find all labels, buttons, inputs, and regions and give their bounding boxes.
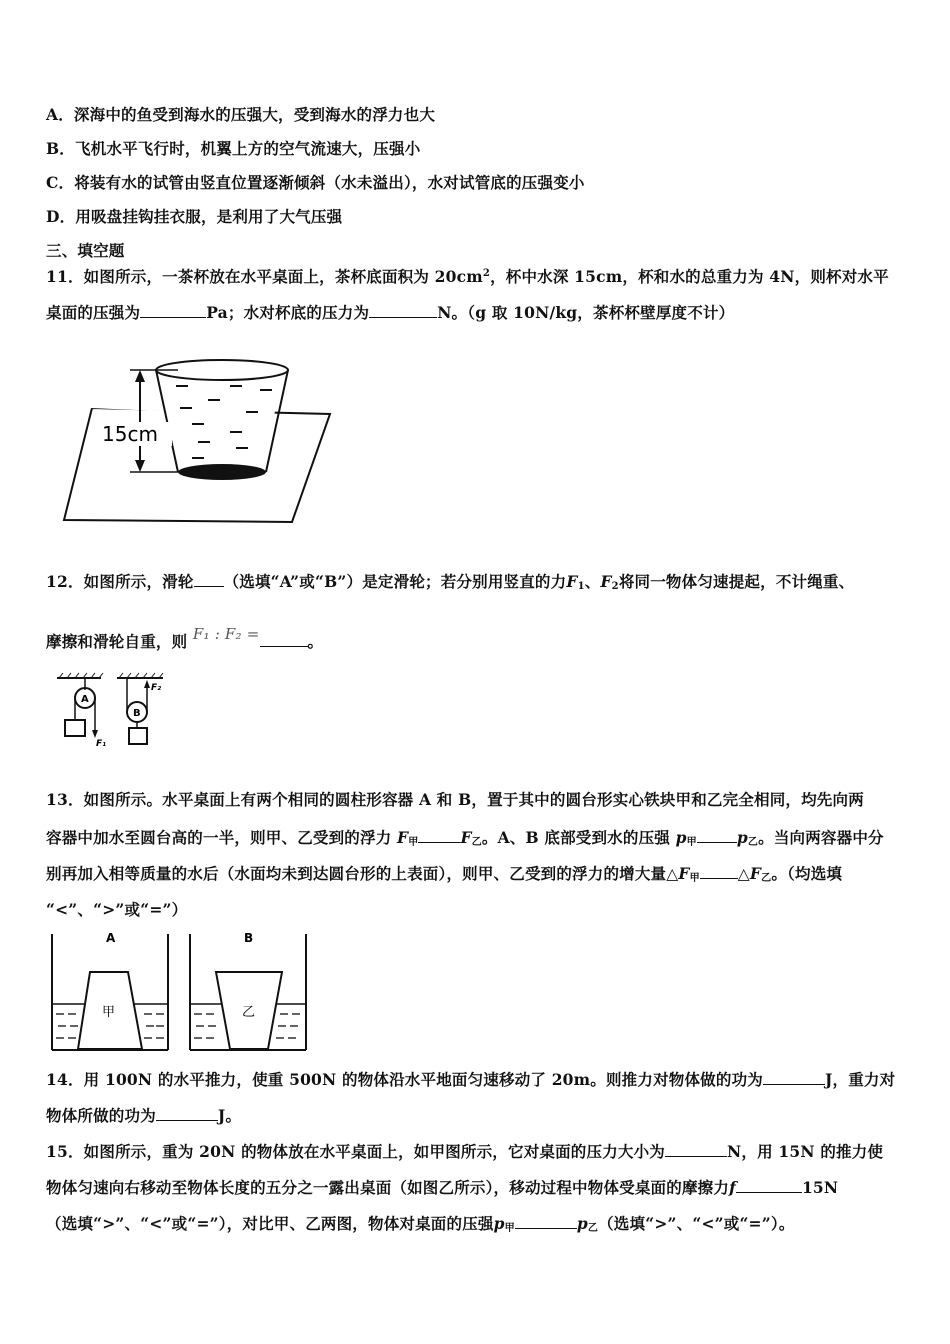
container-a-label: A xyxy=(106,931,116,945)
subscript: 2 xyxy=(611,581,619,592)
force-symbol: F xyxy=(749,864,762,883)
force-ratio: F₁ : F₂ = xyxy=(192,625,260,643)
force-symbol: F xyxy=(460,828,472,847)
pressure-symbol: p xyxy=(493,1214,505,1233)
option-c: C．将装有水的试管由竖直位置逐渐倾斜（水未溢出），水对试管底的压强变小 xyxy=(46,173,585,192)
friction-symbol: f xyxy=(729,1178,736,1197)
pressure-symbol: p xyxy=(736,828,748,847)
q13-line1: 13．如图所示。水平桌面上有两个相同的圆柱形容器 A 和 B，置于其中的圆台形实心铁块甲和乙完全相同，均先向两 xyxy=(46,790,864,809)
pulley-b-label: B xyxy=(133,708,141,719)
q12-text: 将同一物体匀速提起，不计绳重、 xyxy=(618,572,855,591)
frustum-jia-label: 甲 xyxy=(102,1005,116,1020)
weight-block xyxy=(65,720,85,736)
q15-text: （选填“>”、“<”或“=”）。 xyxy=(598,1214,795,1233)
q11-line1 xyxy=(46,265,889,287)
q15-text: 15N xyxy=(801,1178,839,1197)
subscript: 乙 xyxy=(471,837,482,848)
q11-text: 11．如图所示，一茶杯放在水平桌面上，茶杯底面积为 20cm xyxy=(46,267,483,286)
separator: 、 xyxy=(584,572,601,591)
answer-blank[interactable] xyxy=(665,1142,727,1157)
subscript: 乙 xyxy=(747,837,759,848)
q12-line1 xyxy=(46,570,854,592)
height-label: 15cm xyxy=(102,422,158,446)
answer-blank[interactable] xyxy=(700,864,738,879)
answer-blank[interactable] xyxy=(697,828,737,843)
q14-line2 xyxy=(46,1104,241,1126)
q14-line1 xyxy=(46,1068,895,1090)
pulley-figure xyxy=(55,672,175,752)
answer-blank[interactable] xyxy=(156,1106,218,1121)
subscript: 乙 xyxy=(587,1223,599,1234)
containers-figure xyxy=(44,928,314,1056)
option-b: B．飞机水平飞行时，机翼上方的空气流速大，压强小 xyxy=(46,139,421,158)
teacup-figure xyxy=(60,350,340,530)
q13-text: （均选填 xyxy=(787,864,843,883)
superscript: 2 xyxy=(482,268,491,279)
force-symbol: F xyxy=(678,864,690,883)
force-symbol: F xyxy=(566,572,578,591)
subscript: 甲 xyxy=(504,1223,515,1234)
q12-text: （选填“A”或“B”）是定滑轮；若分别用竖直的力 xyxy=(223,572,567,591)
force-f2-label: F₂ xyxy=(151,683,162,693)
subscript: 甲 xyxy=(689,873,700,884)
subscript: 甲 xyxy=(408,837,419,848)
q12-text: 。 xyxy=(307,632,324,651)
q15-line1 xyxy=(46,1140,883,1162)
q11-text: N。（g 取 10N/kg，茶杯杯壁厚度不计） xyxy=(437,303,735,322)
q14-text: 物体所做的功为 xyxy=(46,1106,156,1125)
q13-line3 xyxy=(46,862,842,884)
section-title: 三、填空题 xyxy=(46,241,125,260)
answer-blank[interactable] xyxy=(736,1178,802,1193)
q11-text: 桌面的压强为 xyxy=(46,303,141,322)
pulley-a-label: A xyxy=(81,694,89,705)
q15-text: 物体匀速向右移动至物体长度的五分之一露出桌面（如图乙所示），移动过程中物体受桌面的摩擦力 xyxy=(46,1178,730,1197)
q12-text: 摩擦和滑轮自重，则 xyxy=(46,632,188,651)
punctuation: 。 xyxy=(771,864,788,883)
force-f1-label: F₁ xyxy=(96,739,107,749)
q12-line2 xyxy=(46,625,324,652)
subscript: 甲 xyxy=(686,837,697,848)
q11-text: Pa；水对杯底的压力为 xyxy=(206,303,370,322)
container-b-label: B xyxy=(244,931,254,945)
frustum-yi-label: 乙 xyxy=(242,1005,256,1020)
q15-text: （选填“>”、“<”或“=”），对比甲、乙两图，物体对桌面的压强 xyxy=(46,1214,494,1233)
q13-text: A、B 底部受到水的压强 xyxy=(497,828,670,847)
q15-text: 15．如图所示，重为 20N 的物体放在水平桌面上，如甲图所示，它对桌面的压力大小为 xyxy=(46,1142,666,1161)
punctuation: 。 xyxy=(481,828,498,847)
q13-line4: “<”、“>”或“=”） xyxy=(46,900,188,919)
answer-blank[interactable] xyxy=(369,303,437,318)
q13-text: 当向两容器中分 xyxy=(773,828,884,847)
force-symbol: F xyxy=(600,572,612,591)
q13-text: △ xyxy=(737,864,750,883)
q15-line3 xyxy=(46,1212,795,1234)
q13-text: 别再加入相等质量的水后（水面均未到达圆台形的上表面），则甲、乙受到的浮力的增大量△ xyxy=(46,864,679,883)
q11-line2 xyxy=(46,301,734,323)
answer-blank[interactable] xyxy=(140,303,206,318)
q13-line2 xyxy=(46,826,884,848)
q14-text: 14．用 100N 的水平推力，使重 500N 的物体沿水平地面匀速移动了 20m。则推力对物体做的功为 xyxy=(46,1070,763,1089)
answer-blank[interactable] xyxy=(418,828,460,843)
answer-blank[interactable] xyxy=(260,632,308,647)
cup-bottom xyxy=(178,464,266,480)
pressure-symbol: p xyxy=(675,828,687,847)
answer-blank[interactable] xyxy=(194,572,224,587)
q14-text: J，重力对 xyxy=(824,1070,896,1089)
q14-text: J。 xyxy=(217,1106,242,1125)
force-symbol: F xyxy=(397,828,409,847)
answer-blank[interactable] xyxy=(763,1070,825,1085)
option-a: A．深海中的鱼受到海水的压强大，受到海水的浮力也大 xyxy=(46,105,436,124)
q15-line2 xyxy=(46,1176,838,1198)
subscript: 乙 xyxy=(761,873,772,884)
punctuation: 。 xyxy=(758,828,774,847)
q15-text: N，用 15N 的推力使 xyxy=(727,1142,884,1161)
weight-block xyxy=(129,728,147,744)
subscript: 1 xyxy=(577,581,585,592)
pressure-symbol: p xyxy=(576,1214,588,1233)
q12-text: 12．如图所示，滑轮 xyxy=(46,572,194,591)
q11-text: ，杯中水深 15cm，杯和水的总重力为 4N，则杯对水平 xyxy=(490,267,889,286)
q13-text: 容器中加水至圆台高的一半，则甲、乙受到的浮力 xyxy=(46,828,392,847)
answer-blank[interactable] xyxy=(515,1214,577,1229)
option-d: D．用吸盘挂钩挂衣服，是利用了大气压强 xyxy=(46,207,343,226)
